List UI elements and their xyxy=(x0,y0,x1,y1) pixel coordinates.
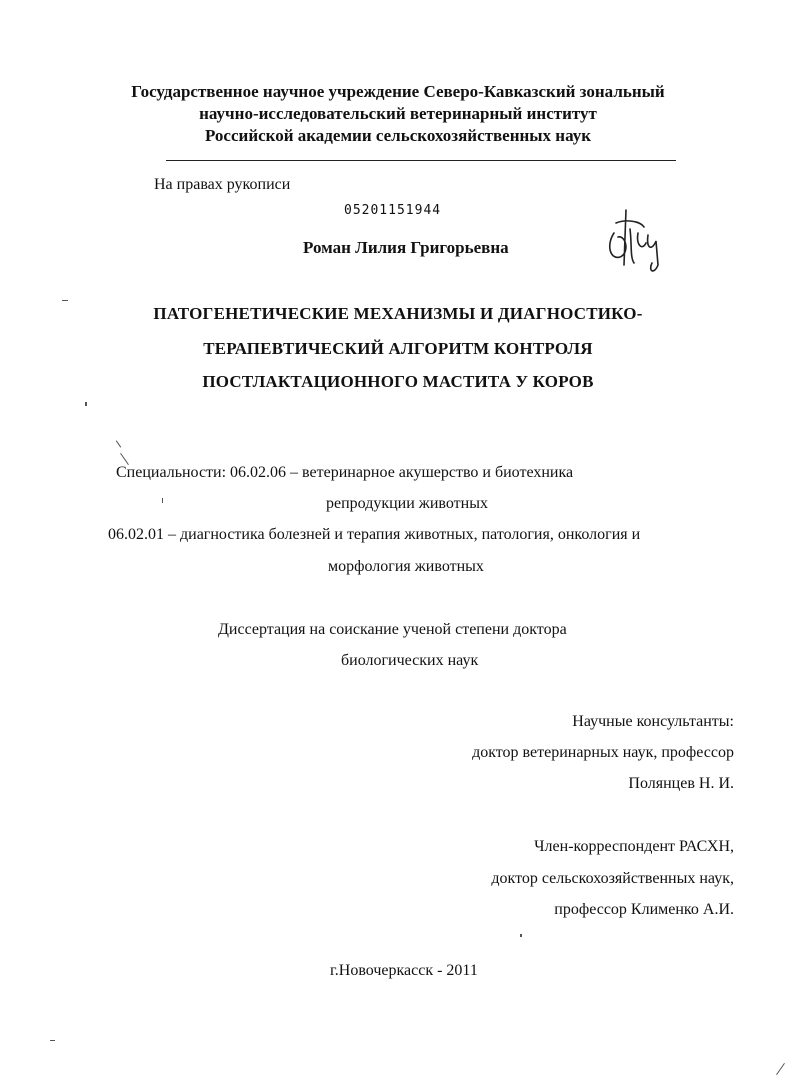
dissertation-line-1: Диссертация на соискание ученой степени доктора xyxy=(218,621,567,638)
scan-artifact xyxy=(50,1040,55,1041)
manuscript-label: На правах рукописи xyxy=(154,176,291,193)
institution-line-2: научно-исследовательский ветеринарный институт xyxy=(199,104,597,123)
specialty-line-4: морфология животных xyxy=(328,558,484,575)
institution-line-1: Государственное научное учреждение Северо-Кавказский зональный xyxy=(131,82,665,101)
consultants-heading: Научные консультанты: xyxy=(572,713,734,730)
scan-artifact xyxy=(520,934,522,937)
city-year: г.Новочеркасск - 2011 xyxy=(330,962,478,979)
scan-artifact xyxy=(62,300,68,301)
consultant-1-name: Полянцев Н. И. xyxy=(628,775,734,792)
signature-icon xyxy=(596,205,676,277)
title-line-1: ПАТОГЕНЕТИЧЕСКИЕ МЕХАНИЗМЫ И ДИАГНОСТИКО- xyxy=(153,304,643,323)
title-line-2: ТЕРАПЕВТИЧЕСКИЙ АЛГОРИТМ КОНТРОЛЯ xyxy=(203,339,593,358)
consultant-2-degree: доктор сельскохозяйственных наук, xyxy=(491,870,734,887)
scan-artifact xyxy=(116,440,121,447)
specialty-line-3: 06.02.01 – диагностика болезней и терапия животных, патология, онкология и xyxy=(108,526,641,543)
scan-artifact xyxy=(776,1063,785,1075)
author-name: Роман Лилия Григорьевна xyxy=(303,238,509,257)
scan-artifact xyxy=(85,402,87,406)
scan-artifact xyxy=(162,498,163,503)
institution-line-3: Российской академии сельскохозяйственных наук xyxy=(204,126,592,145)
dissertation-line-2: биологических наук xyxy=(341,652,479,669)
consultant-2-title: Член-корреспондент РАСХН, xyxy=(534,838,734,855)
title-line-3: ПОСТЛАКТАЦИОННОГО МАСТИТА У КОРОВ xyxy=(202,372,594,391)
consultant-1-degree: доктор ветеринарных наук, профессор xyxy=(472,744,734,761)
specialty-line-2: репродукции животных xyxy=(326,495,488,512)
specialty-line-1: Специальности: 06.02.06 – ветеринарное акушерство и биотехника xyxy=(116,464,574,481)
header-divider xyxy=(166,160,676,161)
registration-number: 05201151944 xyxy=(344,203,442,218)
consultant-2-name: профессор Клименко А.И. xyxy=(554,901,734,918)
